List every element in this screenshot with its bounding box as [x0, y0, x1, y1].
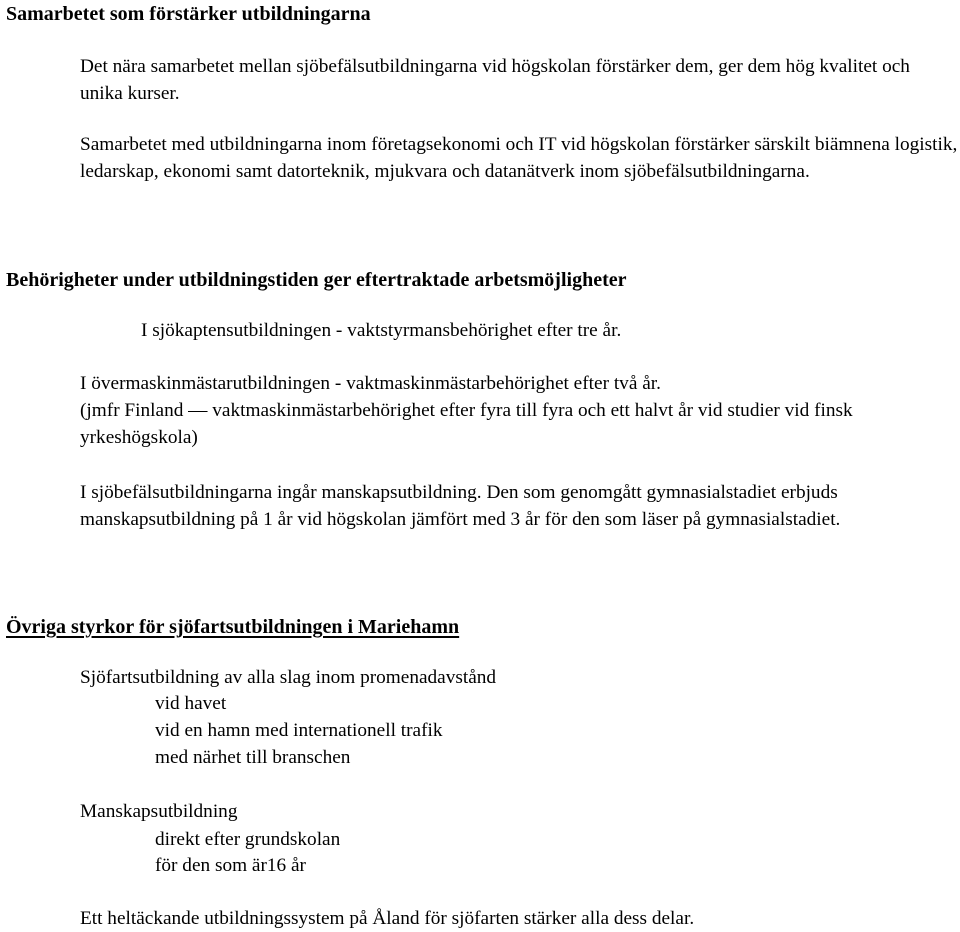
list-title-manskapsutbildning: Manskapsutbildning [80, 801, 238, 822]
list-item: direkt efter grundskolan [155, 829, 341, 850]
section-heading-samarbetet: Samarbetet som förstärker utbildningarna [6, 3, 371, 25]
paragraph-manskapsutbildning: I sjöbefälsutbildningarna ingår manskapsutbildning. Den som genomgått gymnasialstadiet erbjuds manskapsutbildning på 1 år vid högskolan jämfört med 3 år för den som läser på gymnasialstadiet. [80, 482, 841, 530]
section-heading-ovriga-styrkor: Övriga styrkor för sjöfartsutbildningen i Mariehamn [6, 616, 460, 638]
paragraph-samarbete-sjobefal: Det nära samarbetet mellan sjöbefälsutbildningarna vid högskolan förstärker dem, ger dem hög kvalitet och unika kurser. [80, 56, 910, 104]
list-item: för den som är16 år [155, 855, 306, 876]
list-item: vid en hamn med internationell trafik [155, 720, 443, 741]
list-item: vid havet [155, 693, 227, 714]
section-heading-behorigheter: Behörigheter under utbildningstiden ger eftertraktade arbetsmöjligheter [6, 269, 627, 291]
line-overmaskinmastarutbildning: I övermaskinmästarutbildningen - vaktmaskinmästarbehörighet efter två år. [80, 373, 661, 394]
paragraph-finland-comparison: (jmfr Finland — vaktmaskinmästarbehörighet efter fyra till fyra och ett halvt år vid studier vid finsk yrkeshögskola) [80, 400, 853, 448]
paragraph-samarbete-foretagsekonomi: Samarbetet med utbildningarna inom företagsekonomi och IT vid högskolan förstärker särskilt biämnena logistik, ledarskap, ekonomi samt datorteknik, mjukvara och datanätverk inom sjöbefälsutbildningarna. [80, 134, 958, 182]
closing-statement: Ett heltäckande utbildningssystem på Åland för sjöfarten stärker alla dess delar. [80, 908, 695, 929]
line-sjokaptensutbildning: I sjökaptensutbildningen - vaktstyrmansbehörighet efter tre år. [141, 320, 622, 341]
list-title-sjofartsutbildning: Sjöfartsutbildning av alla slag inom promenadavstånd [80, 667, 497, 688]
list-item: med närhet till branschen [155, 747, 351, 768]
